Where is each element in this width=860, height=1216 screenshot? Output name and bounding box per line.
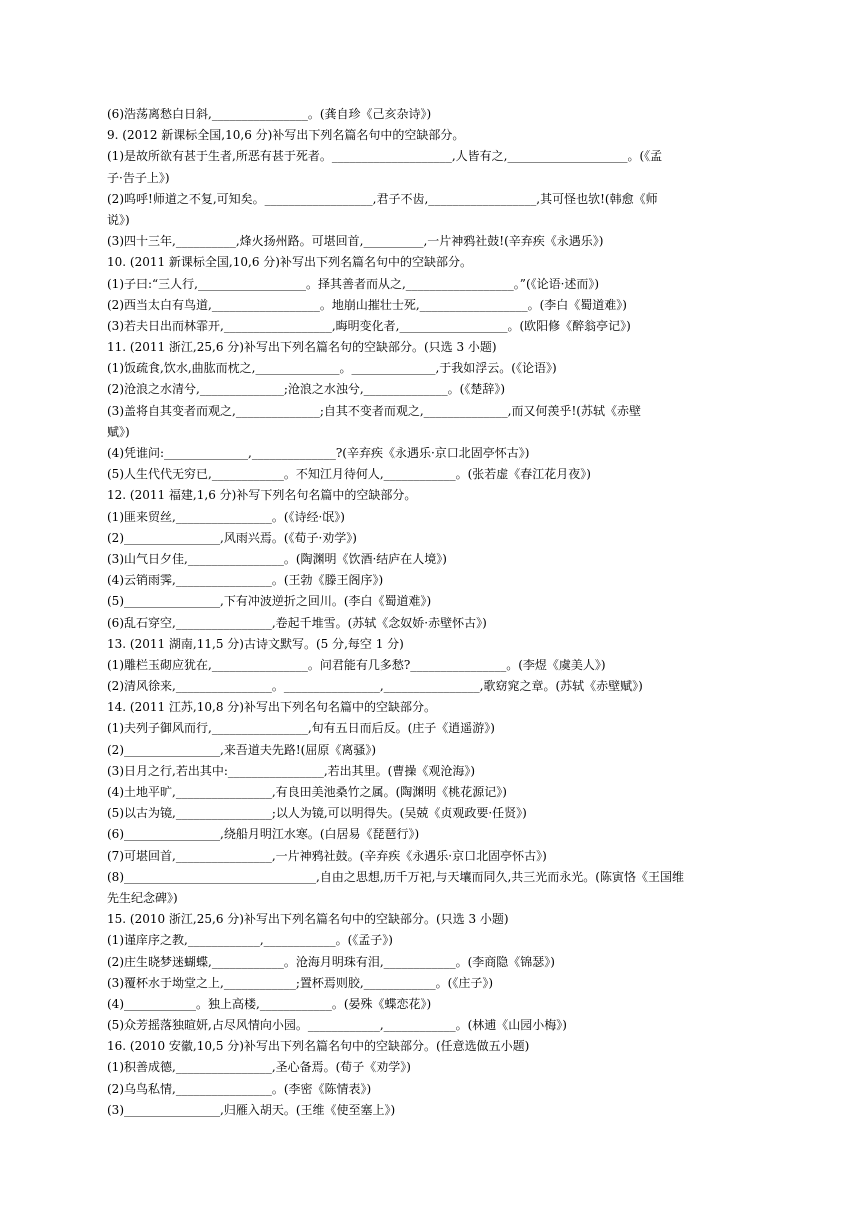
text-line: (1)夫列子御风而行,________________,旬有五日而后反。(庄子《逍遥游》) [107, 721, 495, 736]
text-line: (5)________________,下有冲波逆折之回川。(李白《蜀道难》) [107, 594, 432, 609]
text-line: (2)沧浪之水清兮,______________;沧浪之水浊兮,______________。(《楚辞》) [107, 382, 506, 397]
document-page [107, 104, 767, 1121]
text-line: 说》) [107, 212, 130, 227]
text-line: (5)人生代代无穷已,____________。不知江月待何人,____________。(张若虚《春江花月夜》) [107, 467, 591, 482]
question-heading: 11. (2011 浙江,25,6 分)补写出下列名篇名句的空缺部分。(只选 3 小题) [107, 340, 497, 355]
text-line: (1)积善成德,________________,圣心备焉。(荀子《劝学》) [107, 1060, 411, 1075]
question-heading: 9. (2012 新课标全国,10,6 分)补写出下列名篇名句中的空缺部分。 [107, 128, 465, 143]
text-line: (2)西当太白有鸟道,__________________。地崩山摧壮士死,__________________。(李白《蜀道难》) [107, 297, 627, 312]
text-line: 先生纪念碑》) [107, 890, 178, 905]
text-line: (2)乌鸟私情,________________。(李密《陈情表》) [107, 1081, 372, 1096]
text-line: (3)盖将自其变者而观之,______________;自其不变者而观之,______________,而又何羡乎!(苏轼《赤壁 [107, 403, 641, 418]
question-heading: 14. (2011 江苏,10,8 分)补写出下列名句名篇中的空缺部分。 [107, 700, 436, 715]
text-line: (3)若夫日出而林霏开,__________________,晦明变化者,__________________。(欧阳修《醉翁亭记》) [107, 318, 631, 333]
text-line: (6)乱石穿空,________________,卷起千堆雪。(苏轼《念奴娇·赤壁怀古》) [107, 615, 487, 630]
question-heading: 12. (2011 福建,1,6 分)补写下列名句名篇中的空缺部分。 [107, 488, 417, 503]
text-line: (4)土地平旷,________________,有良田美池桑竹之属。(陶渊明《桃花源记》) [107, 785, 507, 799]
text-line: (7)可堪回首,________________,一片神鸦社鼓。(辛弃疾《永遇乐·京口北固亭怀古》) [107, 848, 547, 863]
question-heading: 10. (2011 新课标全国,10,6 分)补写出下列名篇名句中的空缺部分。 [107, 255, 472, 270]
text-line: (4)____________。独上高楼,____________。(晏殊《蝶恋花》) [107, 996, 432, 1011]
text-line: (2)呜呼!师道之不复,可知矣。__________________,君子不齿,__________________,其可怪也欤!(韩愈《师 [107, 191, 658, 206]
text-line: (2)________________,来吾道夫先路!(屈原《离骚》) [107, 742, 376, 757]
text-line: (1)匪来贸丝,________________。(《诗经·氓》) [107, 509, 345, 524]
text-line: (3)日月之行,若出其中:________________,若出其里。(曹操《观沧海》) [107, 763, 476, 778]
text-line: (1)雕栏玉砌应犹在,________________。问君能有几多愁?________________。(李煜《虞美人》) [107, 657, 606, 672]
text-line: (5)众芳摇落独暄妍,占尽风情向小园。____________,____________。(林逋《山园小梅》) [107, 1018, 567, 1033]
text-line: (2)________________,风雨兴焉。(《荀子·劝学》) [107, 530, 357, 545]
text-line: (5)以古为镜,________________;以人为镜,可以明得失。(吴兢《贞观政要·任贤》) [107, 806, 527, 821]
text-line: 赋》) [107, 424, 130, 439]
text-line: (3)________________,归雁入胡天。(王维《使至塞上》) [107, 1102, 396, 1117]
question-heading: 15. (2010 浙江,25,6 分)补写出下列名篇名句中的空缺部分。(只选 3 小题) [107, 912, 509, 927]
text-line: (1)是故所欲有甚于生者,所恶有甚于死者。____________________,人皆有之,____________________。(《孟 [107, 149, 663, 164]
text-line: 子·告子上》) [107, 170, 170, 185]
text-line: (4)云销雨霁,________________。(王勃《滕王阁序》) [107, 573, 384, 588]
question-heading: 16. (2010 安徽,10,5 分)补写出下列名篇名句中的空缺部分。(任意选做五小题) [107, 1039, 530, 1054]
text-line: (1)子曰:“三人行,__________________。择其善者而从之,__________________。”(《论语·述而》) [107, 276, 600, 291]
text-line: (3)覆杯水于坳堂之上,____________;置杯焉则胶,____________。(《庄子》) [107, 975, 494, 990]
text-line: (6)浩荡离愁白日斜,________________。(龚自珍《己亥杂诗》) [107, 107, 432, 121]
text-line: (1)谨庠序之教,____________,____________。(《孟子》) [107, 933, 393, 948]
text-line: (6)________________,绕船月明江水寒。(白居易《琵琶行》) [107, 827, 420, 842]
text-line: (2)清风徐来,________________。________________,________________,歌窈窕之章。(苏轼《赤壁赋》) [107, 679, 643, 694]
text-line: (3)四十三年,__________,烽火扬州路。可堪回首,__________,一片神鸦社鼓!(辛弃疾《永遇乐》) [107, 234, 604, 249]
text-line: (2)庄生晓梦迷蝴蝶,____________。沧海月明珠有泪,____________。(李商隐《锦瑟》) [107, 954, 555, 969]
question-heading: 13. (2011 湖南,11,5 分)古诗文默写。(5 分,每空 1 分) [107, 636, 404, 651]
text-line: (4)凭谁问:______________,______________?(辛弃疾《永遇乐·京口北固亭怀古》) [107, 446, 530, 460]
text-line: (8)________________________________,自由之思想,历千万祀,与天壤而同久,共三光而永光。(陈寅恪《王国维 [107, 869, 684, 884]
text-line: (3)山气日夕佳,________________。(陶渊明《饮酒·结庐在人境》) [107, 551, 447, 566]
text-line: (1)饭疏食,饮水,曲肱而枕之,______________。______________,于我如浮云。(《论语》) [107, 361, 557, 376]
